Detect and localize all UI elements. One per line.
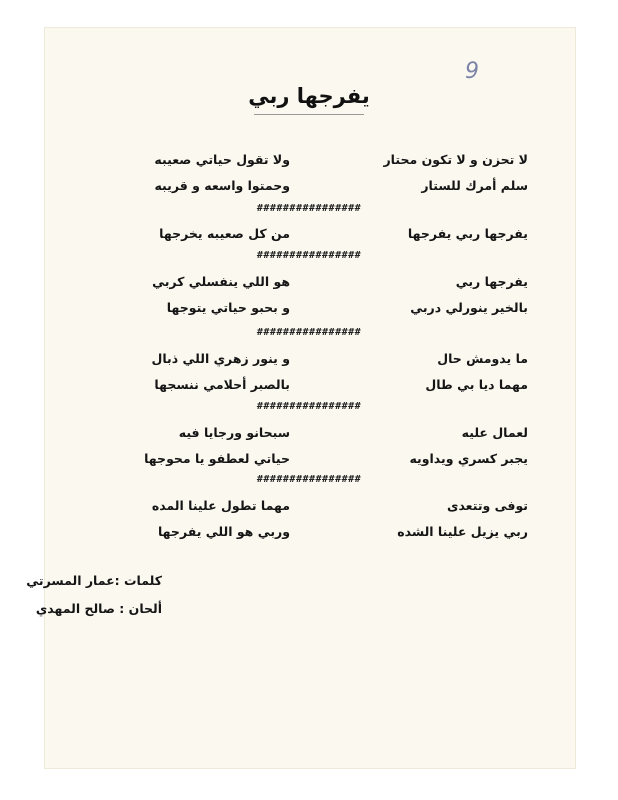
verse-line-left: سبحانو ورجايا فيه [178,425,290,440]
verse-line-left: و بحبو حياتي يتوجها [166,300,290,315]
page-number: 9 [465,59,479,84]
paper-sheet [45,28,575,768]
verse-line-left: حياتي لعطفو يا محوجها [144,451,290,466]
verse-line-left: وحمتوا واسعه و قريبه [154,178,290,193]
verse-line-left: ولا تقول حياتي صعيبه [154,152,290,167]
lyrics-credit: كلمات :عمار المسرتي [26,573,162,588]
verse-line-right: لعمال عليه [461,425,528,440]
verse-line-left: مهما تطول علينا المده [151,498,290,513]
title-underline [254,114,364,115]
verse-line-left: من كل صعيبه يخرجها [159,226,290,241]
verse-line-right: بالخير ينورلي دربي [410,300,528,315]
section-divider: ################ [256,250,362,261]
verse-line-right: توفى وتتعدى [446,498,528,513]
section-divider: ################ [256,401,362,412]
verse-line-left: و ينور زهري اللي ذبال [151,351,290,366]
verse-line-right: ما يدومش حال [437,351,528,366]
verse-line-right: ربي يزيل علينا الشده [397,524,528,539]
verse-line-left: وربي هو اللي يفرجها [157,524,290,539]
section-divider: ################ [256,474,362,485]
verse-line-right: يفرجها ربي [455,274,528,289]
verse-line-right: يجبر كسري ويداويه [409,451,528,466]
section-divider: ################ [256,327,362,338]
section-divider: ################ [256,203,362,214]
song-title: يفرجها ربي [248,84,370,108]
verse-line-left: هو اللي ينفسلي كربي [152,274,290,289]
verse-line-right: سلم أمرك للستار [421,178,528,193]
verse-line-right: يفرجها ربي يفرجها [407,226,528,241]
verse-line-right: لا تحزن و لا تكون محتار [383,152,528,167]
verse-line-right: مهما ديا بي طال [425,377,528,392]
verse-line-left: بالصبر أحلامي ننسجها [154,377,290,392]
composer-credit: ألحان : صالح المهدي [35,601,162,616]
